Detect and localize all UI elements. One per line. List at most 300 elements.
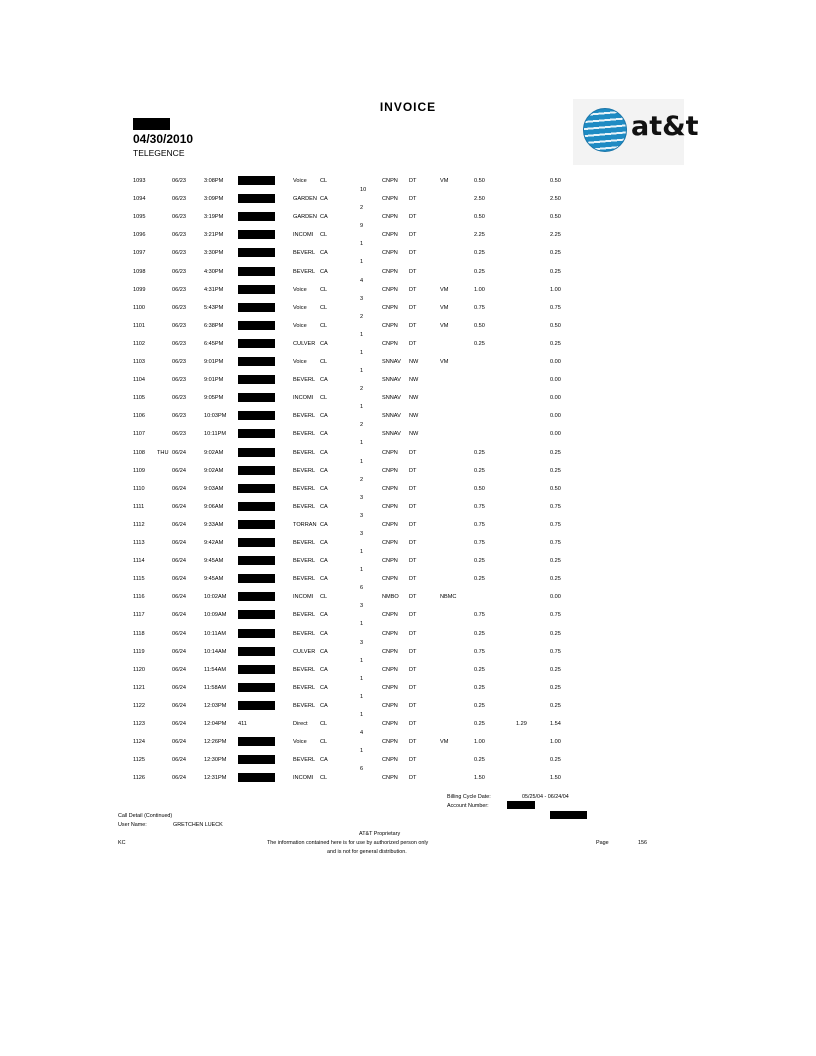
- call-date: 06/24: [172, 521, 186, 528]
- airtime-charge: 2.50: [474, 196, 485, 203]
- call-minutes: 2: [360, 386, 364, 393]
- call-location: Voice: [293, 304, 307, 311]
- call-location: BEVERL: [293, 377, 316, 384]
- call-state: CA: [320, 521, 328, 528]
- call-minutes: 2: [360, 476, 364, 483]
- feature-code: NW: [409, 431, 419, 438]
- proprietary-line-2: and is not for general distribution.: [327, 849, 407, 855]
- page-number: 156: [638, 840, 647, 846]
- redacted-number: [238, 755, 275, 764]
- rate-code: CNPN: [382, 322, 398, 329]
- sequence-number: 1094: [133, 196, 146, 203]
- total-charge: 0.00: [550, 377, 561, 384]
- feature-code: DT: [409, 304, 417, 311]
- call-minutes: 1: [360, 549, 364, 555]
- table-row: [0, 612, 816, 630]
- airtime-charge: 0.75: [474, 612, 485, 619]
- feature-code: NW: [409, 377, 419, 384]
- call-state: CA: [320, 503, 328, 510]
- call-minutes: 1: [360, 349, 364, 356]
- call-state: CA: [320, 558, 328, 565]
- call-date: 06/24: [172, 684, 186, 691]
- call-location: Voice: [293, 322, 307, 329]
- day-of-week: THU: [157, 449, 169, 456]
- call-date: 06/23: [172, 250, 186, 257]
- call-state: CA: [320, 431, 328, 438]
- total-charge: 1.50: [550, 775, 561, 782]
- rate-code: SNNAV: [382, 413, 401, 420]
- call-location: BEVERL: [293, 540, 316, 546]
- call-state: CA: [320, 377, 328, 384]
- sequence-number: 1123: [133, 721, 146, 727]
- sequence-number: 1102: [133, 340, 146, 347]
- table-row: [0, 522, 816, 540]
- total-charge: 1.00: [550, 286, 561, 293]
- call-time: 9:45AM: [204, 558, 224, 565]
- call-time: 3:30PM: [204, 250, 224, 257]
- table-row: [0, 703, 816, 721]
- table-row: [0, 377, 816, 395]
- sequence-number: 1119: [133, 648, 145, 655]
- table-row: [0, 775, 816, 793]
- call-state: CA: [320, 449, 328, 456]
- call-minutes: 2: [360, 422, 364, 429]
- call-state: CA: [320, 684, 328, 691]
- table-row: [0, 631, 816, 649]
- call-minutes: 6: [360, 585, 364, 592]
- feature-code: DT: [409, 322, 417, 329]
- call-date: 06/24: [172, 540, 186, 546]
- total-charge: 0.75: [550, 521, 561, 528]
- call-date: 06/24: [172, 721, 186, 727]
- total-charge: 0.75: [550, 648, 561, 655]
- redacted-number: [238, 773, 275, 782]
- total-charge: 0.50: [550, 214, 561, 221]
- rate-code: CNPN: [382, 232, 398, 239]
- call-location: Voice: [293, 739, 307, 746]
- account-number-label: Account Number:: [447, 803, 489, 809]
- call-state: CL: [320, 232, 328, 239]
- redacted-number: [238, 610, 275, 619]
- call-time: 10:02AM: [204, 594, 227, 601]
- call-state: CA: [320, 340, 328, 347]
- rate-code: CNPN: [382, 540, 398, 546]
- call-date: 06/23: [172, 431, 186, 438]
- rate-code: CNPN: [382, 467, 398, 474]
- sequence-number: 1118: [133, 630, 145, 637]
- call-date: 06/23: [172, 196, 186, 203]
- redacted-number: [238, 592, 275, 601]
- call-state: CA: [320, 612, 328, 619]
- call-time: 9:05PM: [204, 395, 224, 402]
- call-time: 10:11AM: [204, 630, 226, 637]
- feature-code: DT: [409, 594, 417, 601]
- invoice-date: 04/30/2010: [133, 132, 194, 146]
- rate-code: CNPN: [382, 558, 398, 565]
- call-time: 12:30PM: [204, 757, 227, 764]
- feature-code: DT: [409, 449, 417, 456]
- rate-code: CNPN: [382, 702, 398, 709]
- redacted-number: [238, 267, 275, 276]
- feature-code: DT: [409, 666, 417, 673]
- rate-code: CNPN: [382, 666, 398, 673]
- call-location: BEVERL: [293, 268, 316, 275]
- redacted-number: [238, 502, 275, 511]
- call-minutes: 1: [360, 404, 364, 411]
- feature-code: DT: [409, 558, 417, 565]
- sequence-number: 1107: [133, 431, 146, 438]
- airtime-charge: 0.25: [474, 757, 485, 764]
- call-minutes: 3: [360, 639, 364, 646]
- sequence-number: 1106: [133, 413, 146, 420]
- rate-code: CNPN: [382, 521, 398, 528]
- redacted-number: [238, 629, 275, 638]
- call-time: 12:26PM: [204, 739, 227, 746]
- redacted-number: [238, 466, 275, 475]
- call-state: CA: [320, 630, 328, 637]
- rate-code: NMBO: [382, 594, 399, 601]
- sequence-number: 1104: [133, 377, 146, 384]
- rate-code: CNPN: [382, 612, 398, 619]
- call-minutes: 1: [360, 711, 364, 718]
- airtime-charge: 0.25: [474, 666, 485, 673]
- call-time: 6:38PM: [204, 322, 224, 329]
- airtime-charge: 0.25: [474, 702, 485, 709]
- call-location: BEVERL: [293, 630, 316, 637]
- total-charge: 0.00: [550, 413, 561, 420]
- table-row: [0, 468, 816, 486]
- airtime-charge: 0.25: [474, 721, 485, 727]
- call-minutes: 1: [360, 331, 364, 338]
- redacted-number: [238, 647, 275, 656]
- redacted-number: [238, 393, 275, 402]
- page-label: Page: [596, 840, 609, 846]
- call-location: BEVERL: [293, 757, 316, 764]
- total-charge: 0.25: [550, 250, 561, 257]
- redacted-number: [238, 230, 275, 239]
- call-date: 06/23: [172, 377, 186, 384]
- redacted-number: [238, 665, 275, 674]
- rate-code: SNNAV: [382, 359, 401, 365]
- call-minutes: 3: [360, 603, 364, 610]
- table-row: [0, 431, 816, 449]
- call-minutes: 2: [360, 313, 364, 320]
- call-minutes: 3: [360, 494, 364, 501]
- feature-code: DT: [409, 286, 417, 293]
- airtime-charge: 0.50: [474, 214, 485, 221]
- call-location: BEVERL: [293, 612, 316, 619]
- call-time: 12:03PM: [204, 702, 227, 709]
- sequence-number: 1095: [133, 214, 146, 221]
- table-row: [0, 594, 816, 612]
- call-date: 06/24: [172, 757, 186, 764]
- call-date: 06/23: [172, 359, 186, 365]
- att-logo: [573, 99, 699, 165]
- total-charge: 0.00: [550, 359, 561, 365]
- table-row: [0, 341, 816, 359]
- airtime-charge: 0.25: [474, 630, 485, 637]
- call-state: CL: [320, 395, 328, 402]
- rate-code: CNPN: [382, 196, 398, 203]
- airtime-charge: 0.25: [474, 449, 485, 456]
- table-row: [0, 721, 816, 739]
- airtime-charge: 0.75: [474, 503, 485, 510]
- call-minutes: 10: [360, 187, 367, 193]
- call-minutes: 3: [360, 530, 364, 537]
- call-state: CA: [320, 666, 328, 673]
- feature-code: DT: [409, 503, 417, 510]
- call-time: 11:54AM: [204, 666, 226, 673]
- rate-code: SNNAV: [382, 431, 401, 438]
- call-location: CULVER: [293, 648, 316, 655]
- sequence-number: 1112: [133, 521, 145, 528]
- redacted-number: [238, 574, 275, 583]
- call-location: BEVERL: [293, 666, 316, 673]
- call-location: INCOMI: [293, 775, 314, 782]
- total-charge: 0.25: [550, 576, 561, 583]
- total-charge: 2.50: [550, 196, 561, 203]
- airtime-charge: 0.50: [474, 178, 485, 184]
- footer-code: KC: [118, 840, 126, 846]
- call-minutes: 9: [360, 223, 364, 230]
- service-code: VM: [440, 359, 449, 365]
- user-name: GRETCHEN LUECK: [173, 822, 223, 828]
- call-time: 6:45PM: [204, 340, 224, 347]
- call-state: CL: [320, 286, 328, 293]
- call-location: BEVERL: [293, 503, 316, 510]
- call-location: Direct: [293, 721, 308, 727]
- sequence-number: 1121: [133, 684, 146, 691]
- sequence-number: 1117: [133, 612, 145, 619]
- rate-code: CNPN: [382, 576, 398, 583]
- call-state: CA: [320, 540, 328, 546]
- airtime-charge: 1.50: [474, 775, 485, 782]
- airtime-charge: 0.75: [474, 521, 485, 528]
- total-charge: 1.00: [550, 739, 561, 746]
- feature-code: DT: [409, 250, 417, 257]
- call-state: CA: [320, 702, 328, 709]
- call-minutes: 1: [360, 675, 364, 682]
- sequence-number: 1093: [133, 178, 146, 184]
- call-location: BEVERL: [293, 431, 316, 438]
- sequence-number: 1113: [133, 540, 145, 546]
- call-date: 06/23: [172, 413, 186, 420]
- company-name: TELEGENCE: [133, 148, 185, 158]
- call-location: BEVERL: [293, 576, 316, 583]
- feature-code: DT: [409, 196, 417, 203]
- proprietary-line-1: The information contained here is for use by authorized person only: [267, 840, 429, 846]
- call-date: 06/24: [172, 775, 186, 782]
- call-date: 06/24: [172, 576, 186, 583]
- redacted-number: [238, 194, 275, 203]
- redacted-number: [238, 303, 275, 312]
- call-time: 9:02AM: [204, 449, 224, 456]
- total-charge: 0.25: [550, 666, 561, 673]
- rate-code: SNNAV: [382, 377, 401, 384]
- total-charge: 0.50: [550, 322, 561, 329]
- table-row: [0, 540, 816, 558]
- table-row: [0, 250, 816, 268]
- feature-code: DT: [409, 521, 417, 528]
- call-time: 11:58AM: [204, 684, 226, 691]
- airtime-charge: 0.50: [474, 485, 485, 492]
- feature-code: DT: [409, 467, 417, 474]
- call-date: 06/24: [172, 666, 186, 673]
- call-date: 06/24: [172, 702, 186, 709]
- sequence-number: 1098: [133, 268, 146, 275]
- call-time: 10:03PM: [204, 413, 227, 420]
- call-location: GARDEN: [293, 196, 317, 203]
- airtime-charge: 0.25: [474, 684, 485, 691]
- call-location: CULVER: [293, 340, 316, 347]
- feature-code: NW: [409, 413, 419, 420]
- total-charge: 0.00: [550, 395, 561, 402]
- call-location: BEVERL: [293, 449, 316, 456]
- total-charge: 0.25: [550, 268, 561, 275]
- rate-code: CNPN: [382, 250, 398, 257]
- call-date: 06/23: [172, 214, 186, 221]
- airtime-charge: 2.25: [474, 232, 485, 239]
- call-state: CL: [320, 721, 328, 727]
- rate-code: CNPN: [382, 721, 398, 727]
- feature-code: DT: [409, 485, 417, 492]
- feature-code: DT: [409, 268, 417, 275]
- call-location: Voice: [293, 286, 307, 293]
- feature-code: NW: [409, 359, 419, 365]
- service-code: NBMC: [440, 594, 457, 601]
- table-row: [0, 232, 816, 250]
- call-state: CA: [320, 196, 328, 203]
- total-charge: 0.25: [550, 340, 561, 347]
- user-name-label: User Name:: [118, 822, 147, 828]
- feature-code: DT: [409, 648, 417, 655]
- call-time: 10:09AM: [204, 612, 227, 619]
- sequence-number: 1124: [133, 739, 146, 746]
- call-minutes: 1: [360, 693, 364, 700]
- feature-code: DT: [409, 178, 417, 184]
- sequence-number: 1108: [133, 449, 146, 456]
- redacted-number: [238, 556, 275, 565]
- call-location: Voice: [293, 359, 307, 365]
- billing-cycle-value: 05/25/04 - 06/24/04: [522, 794, 569, 800]
- redacted-number: [238, 538, 275, 547]
- total-charge: 0.50: [550, 485, 561, 492]
- call-location: BEVERL: [293, 413, 316, 420]
- call-location: INCOMI: [293, 594, 314, 601]
- call-location: BEVERL: [293, 485, 316, 492]
- feature-code: DT: [409, 684, 417, 691]
- total-charge: 0.25: [550, 449, 561, 456]
- call-date: 06/24: [172, 594, 186, 601]
- call-minutes: 6: [360, 766, 364, 773]
- call-minutes: 1: [360, 657, 364, 664]
- table-row: [0, 395, 816, 413]
- att-logo-text: at&t: [631, 111, 699, 142]
- airtime-charge: 0.75: [474, 648, 485, 655]
- total-charge: 0.75: [550, 304, 561, 311]
- sequence-number: 1100: [133, 304, 146, 311]
- total-charge: 0.75: [550, 503, 561, 510]
- rate-code: CNPN: [382, 503, 398, 510]
- airtime-charge: 0.25: [474, 467, 485, 474]
- call-minutes: 3: [360, 512, 364, 519]
- call-state: CL: [320, 322, 328, 329]
- airtime-charge: 0.75: [474, 304, 485, 311]
- call-date: 06/23: [172, 286, 186, 293]
- table-row: [0, 667, 816, 685]
- call-date: 06/23: [172, 395, 186, 402]
- feature-code: DT: [409, 721, 417, 727]
- total-charge: 0.25: [550, 702, 561, 709]
- rate-code: CNPN: [382, 304, 398, 311]
- total-charge: 0.50: [550, 178, 561, 184]
- call-state: CA: [320, 250, 328, 257]
- att-globe-icon: [583, 108, 627, 152]
- call-state: CA: [320, 648, 328, 655]
- total-charge: 1.54: [550, 721, 561, 727]
- call-time: 5:43PM: [204, 304, 224, 311]
- table-row: [0, 413, 816, 431]
- sequence-number: 1096: [133, 232, 146, 239]
- sequence-number: 1099: [133, 286, 146, 293]
- call-date: 06/23: [172, 322, 186, 329]
- call-minutes: 2: [360, 205, 364, 212]
- redacted-number: [238, 375, 275, 384]
- feature-code: DT: [409, 612, 417, 619]
- sequence-number: 1111: [133, 503, 145, 510]
- call-state: CL: [320, 775, 328, 782]
- call-minutes: 1: [360, 458, 364, 465]
- service-code: VM: [440, 178, 449, 184]
- call-state: CL: [320, 178, 328, 184]
- call-location: INCOMI: [293, 395, 314, 402]
- redacted-number: [238, 520, 275, 529]
- call-time: 4:31PM: [204, 286, 224, 293]
- redacted-account-number: [507, 801, 535, 809]
- table-row: [0, 269, 816, 287]
- airtime-charge: 0.25: [474, 558, 485, 565]
- call-minutes: 1: [360, 567, 364, 574]
- sequence-number: 1101: [133, 322, 146, 329]
- airtime-charge: 1.00: [474, 286, 485, 293]
- call-minutes: 1: [360, 368, 364, 374]
- call-time: 3:21PM: [204, 232, 224, 239]
- call-date: 06/23: [172, 340, 186, 347]
- airtime-charge: 0.50: [474, 322, 485, 329]
- feature-code: DT: [409, 630, 417, 637]
- sequence-number: 1125: [133, 757, 146, 764]
- call-time: 9:06AM: [204, 503, 224, 510]
- call-location: BEVERL: [293, 467, 316, 474]
- call-date: 06/24: [172, 485, 186, 492]
- service-code: VM: [440, 304, 449, 311]
- call-minutes: 3: [360, 295, 364, 302]
- section-label: Call Detail (Continued): [118, 813, 173, 819]
- sequence-number: 1126: [133, 775, 146, 782]
- redacted-number: [238, 248, 275, 257]
- call-time: 12:04PM: [204, 721, 227, 727]
- call-state: CL: [320, 359, 328, 365]
- table-row: [0, 305, 816, 323]
- call-state: CL: [320, 739, 328, 746]
- total-charge: 0.00: [550, 431, 561, 438]
- call-state: CA: [320, 485, 328, 492]
- rate-code: CNPN: [382, 648, 398, 655]
- call-state: CL: [320, 304, 328, 311]
- service-code: VM: [440, 322, 449, 329]
- called-number: 411: [238, 721, 247, 727]
- call-minutes: 1: [360, 259, 364, 266]
